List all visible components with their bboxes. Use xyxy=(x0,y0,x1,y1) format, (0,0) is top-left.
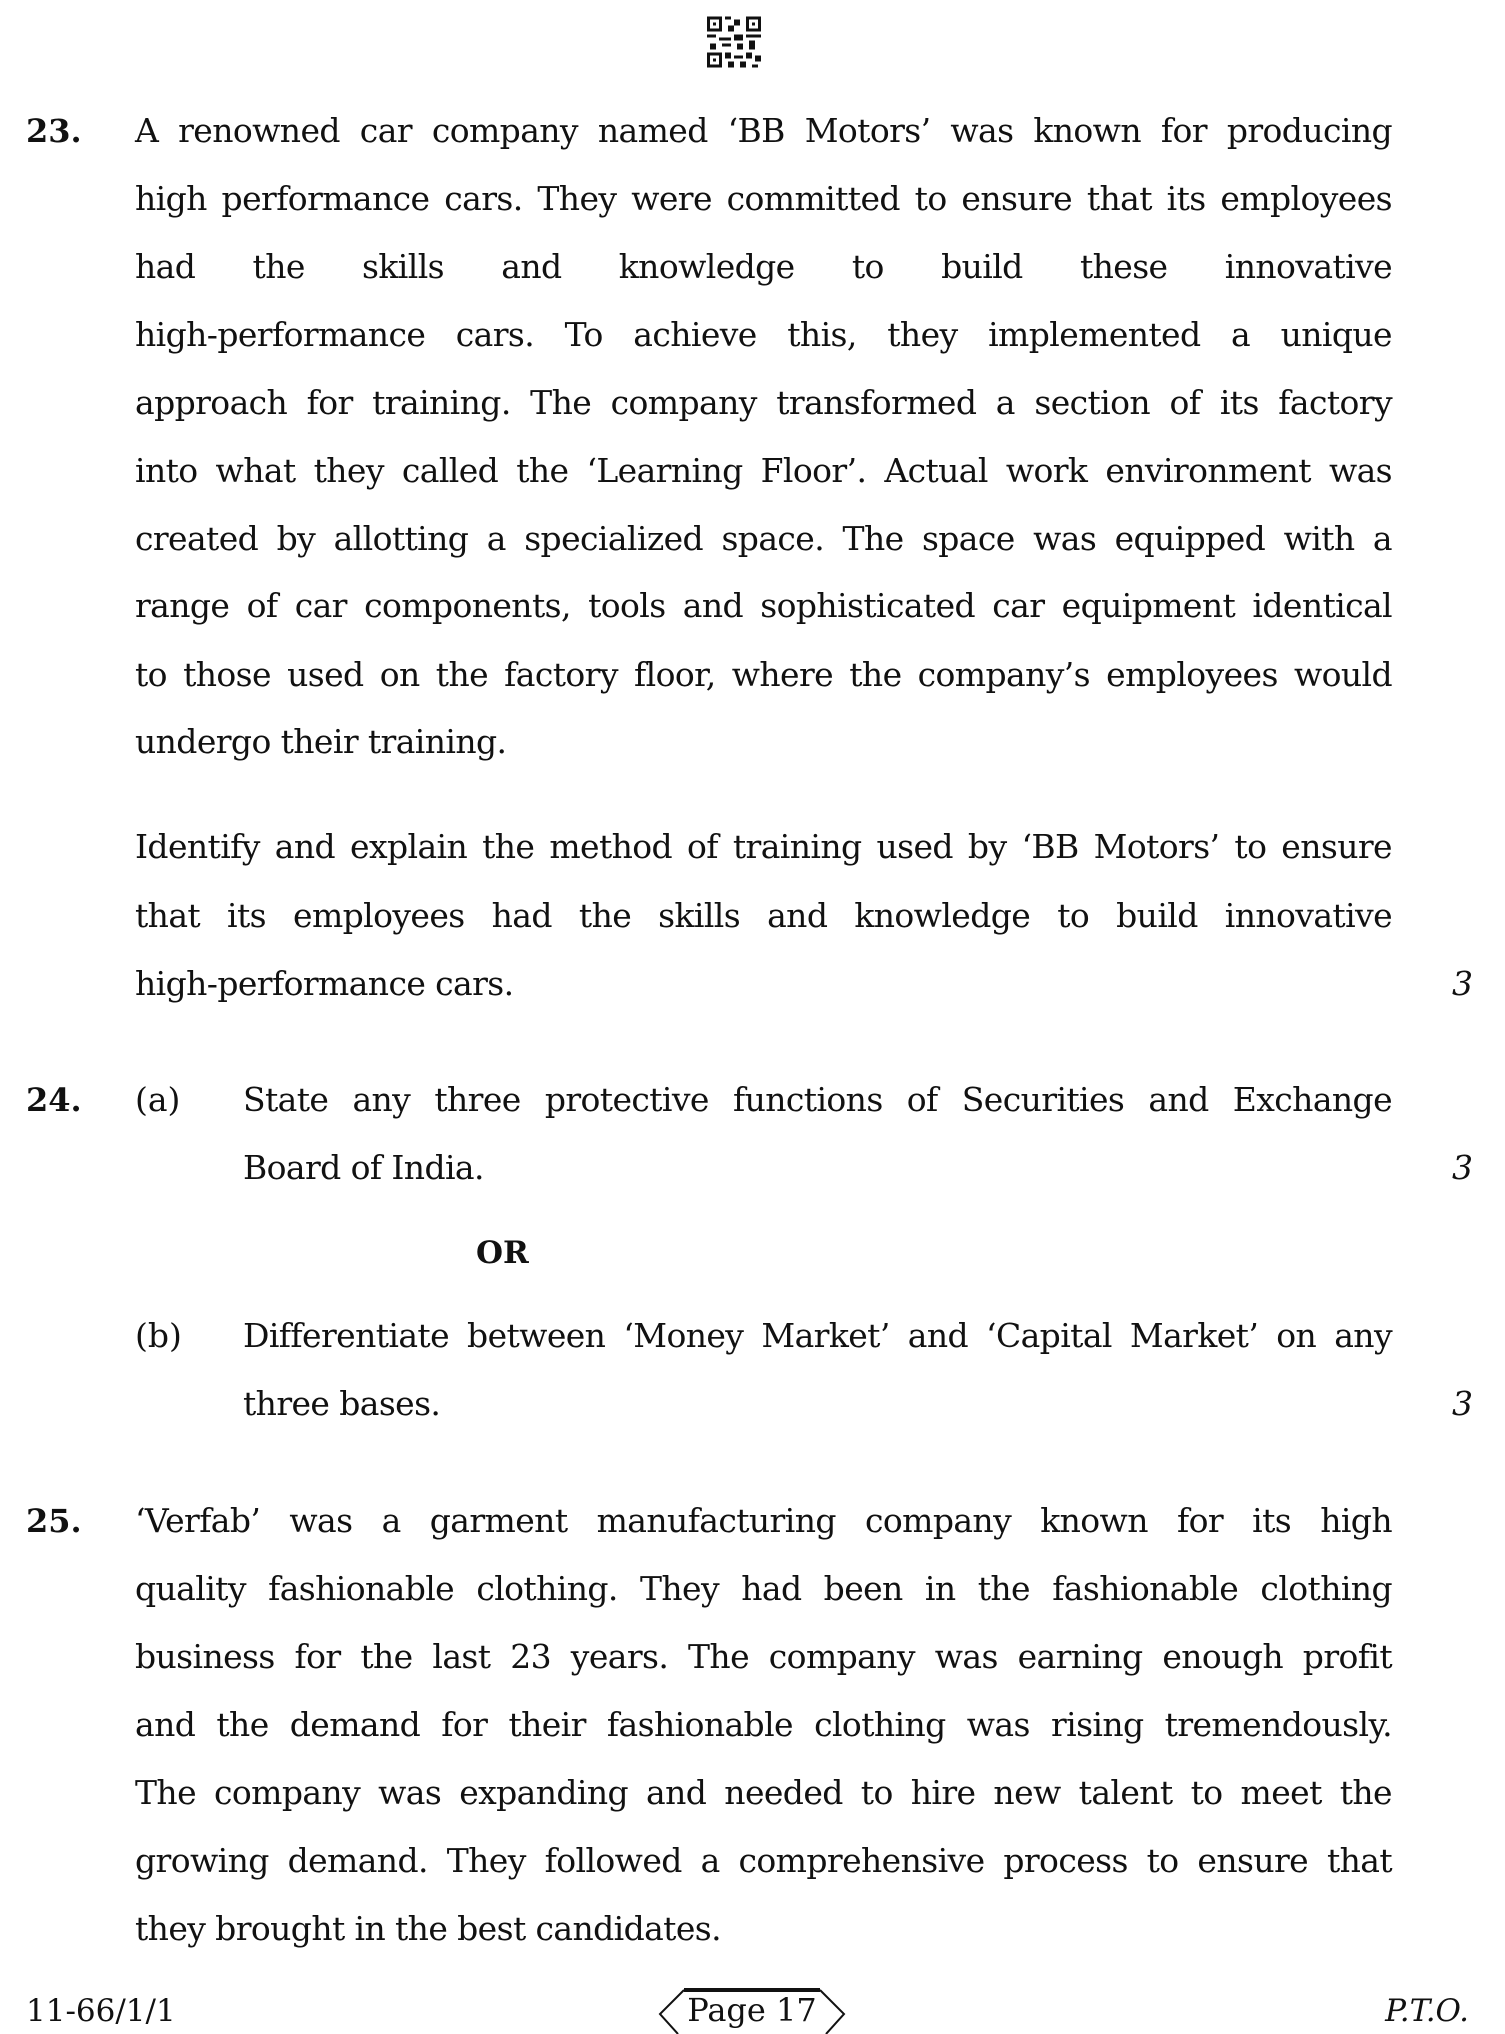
question-prompt-line: Identify and explain the method of training used by ‘BB Motors’ to ensure xyxy=(135,827,1392,866)
question-text-line: into what they called the ‘Learning Floor’. Actual work environment was xyxy=(135,451,1392,490)
question-text-line: Board of India. xyxy=(243,1148,484,1187)
qr-code-icon xyxy=(707,16,761,68)
question-prompt-line: high-performance cars. xyxy=(135,964,514,1003)
question-text-line: approach for training. The company transformed a section of its factory xyxy=(135,383,1392,422)
or-separator: OR xyxy=(476,1235,529,1271)
question-text-line: range of car components, tools and sophisticated car equipment identical xyxy=(135,586,1392,625)
question-prompt-line: that its employees had the skills and knowledge to build innovative xyxy=(135,896,1392,935)
question-text-line: created by allotting a specialized space. The space was equipped with a xyxy=(135,519,1392,558)
question-text-line: to those used on the factory floor, where the company’s employees would xyxy=(135,655,1392,694)
question-text-line: three bases. xyxy=(243,1384,441,1423)
question-number: 25. xyxy=(26,1502,82,1540)
part-label: (a) xyxy=(135,1080,181,1119)
question-text-line: high-performance cars. To achieve this, they implemented a unique xyxy=(135,315,1392,354)
question-text-line: high performance cars. They were committed to ensure that its employees xyxy=(135,179,1392,218)
question-text-line: quality fashionable clothing. They had been in the fashionable clothing xyxy=(135,1569,1392,1608)
question-text-line: business for the last 23 years. The company was earning enough profit xyxy=(135,1637,1392,1676)
question-text-line: ‘Verfab’ was a garment manufacturing company known for its high xyxy=(135,1501,1392,1540)
marks: 3 xyxy=(1452,1384,1473,1423)
question-text-line: and the demand for their fashionable clothing was rising tremendously. xyxy=(135,1705,1392,1744)
question-text-line: A renowned car company named ‘BB Motors’ was known for producing xyxy=(135,111,1392,150)
question-text-line: they brought in the best candidates. xyxy=(135,1909,721,1948)
marks: 3 xyxy=(1452,964,1473,1003)
marks: 3 xyxy=(1452,1148,1473,1187)
question-text-line: State any three protective functions of Securities and Exchange xyxy=(243,1080,1392,1119)
question-text-line: Differentiate between ‘Money Market’ and ‘Capital Market’ on any xyxy=(243,1316,1392,1355)
page-number-badge xyxy=(632,1986,872,2034)
question-text-line: The company was expanding and needed to hire new talent to meet the xyxy=(135,1773,1392,1812)
question-number: 24. xyxy=(26,1081,82,1119)
question-text-line: growing demand. They followed a comprehensive process to ensure that xyxy=(135,1841,1392,1880)
page-number: Page 17 xyxy=(687,1991,817,2029)
question-text-line: had the skills and knowledge to build these innovative xyxy=(135,247,1392,286)
paper-code: 11-66/1/1 xyxy=(26,1993,176,2029)
question-text-line: undergo their training. xyxy=(135,722,507,761)
part-label: (b) xyxy=(135,1316,182,1355)
pto-label: P.T.O. xyxy=(1385,1993,1469,2029)
question-number: 23. xyxy=(26,112,82,150)
